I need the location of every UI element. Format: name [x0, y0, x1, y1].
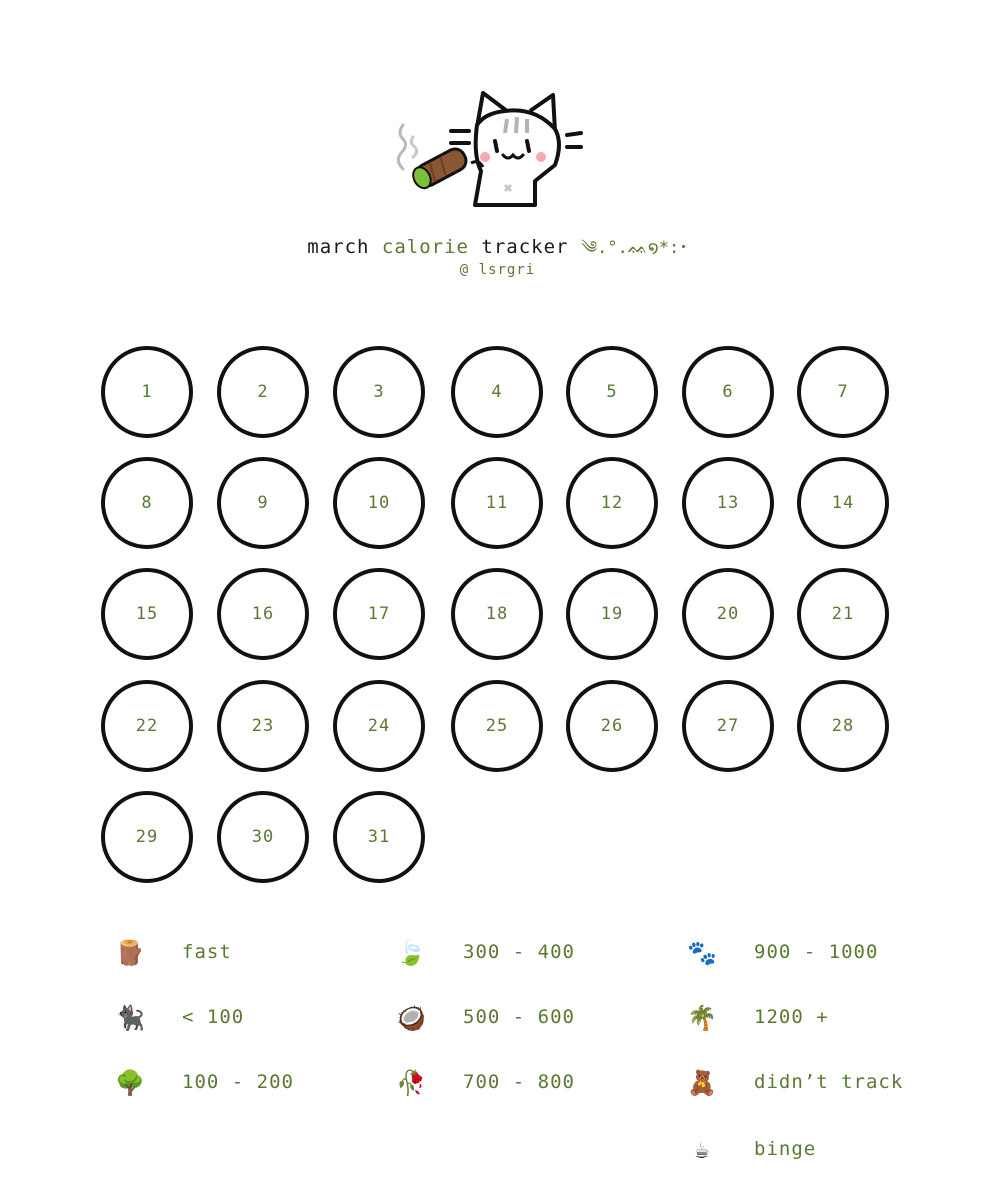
legend-label: 100 - 200 — [182, 1071, 294, 1093]
legend-item — [684, 1063, 904, 1103]
day-circle: 20 — [682, 568, 774, 660]
day-circle: 3 — [333, 346, 425, 438]
legend-label: fast — [182, 941, 232, 963]
teddy-bear-icon: 🧸 — [687, 1069, 717, 1097]
day-circle: 30 — [217, 791, 309, 883]
legend-label: binge — [754, 1138, 817, 1160]
day-circle: 4 — [451, 346, 543, 438]
day-circle: 10 — [333, 457, 425, 549]
title-text-end: tracker — [468, 236, 581, 258]
day-circle: 14 — [797, 457, 889, 549]
black-cat-icon: 🐈‍⬛ — [115, 1004, 145, 1032]
day-circle: 23 — [217, 680, 309, 772]
legend-item — [684, 998, 829, 1038]
day-circle: 5 — [566, 346, 658, 438]
day-circle: 15 — [101, 568, 193, 660]
legend-label: didn’t track — [754, 1071, 904, 1093]
day-circle: 8 — [101, 457, 193, 549]
palm-tree-icon: 🌴 — [687, 1004, 717, 1032]
legend-item — [112, 998, 245, 1038]
legend-label: 500 - 600 — [463, 1006, 575, 1028]
day-circle: 27 — [682, 680, 774, 772]
day-circle: 2 — [217, 346, 309, 438]
day-circle: 9 — [217, 457, 309, 549]
day-circle: 24 — [333, 680, 425, 772]
legend-item — [684, 1130, 817, 1170]
title-text-start: march — [307, 236, 382, 258]
paw-prints-icon: 🐾 — [687, 939, 717, 967]
day-circle: 25 — [451, 680, 543, 772]
day-circle: 17 — [333, 568, 425, 660]
legend-label: 1200 + — [754, 1006, 829, 1028]
coffee-icon: ☕ — [694, 1136, 710, 1164]
tree-icon: 🌳 — [115, 1069, 145, 1097]
day-circle: 12 — [566, 457, 658, 549]
day-circle: 7 — [797, 346, 889, 438]
wilted-rose-icon: 🥀 — [396, 1069, 426, 1097]
day-circle: 28 — [797, 680, 889, 772]
legend-item — [393, 998, 575, 1038]
day-circle: 29 — [101, 791, 193, 883]
coconut-icon: 🥥 — [396, 1004, 426, 1032]
day-circle: 1 — [101, 346, 193, 438]
legend-label: 900 - 1000 — [754, 941, 879, 963]
legend-item — [112, 1063, 294, 1103]
legend-label: 700 - 800 — [463, 1071, 575, 1093]
wood-log-icon: 🪵 — [115, 939, 145, 967]
day-circle: 26 — [566, 680, 658, 772]
day-circle: 22 — [101, 680, 193, 772]
legend-item — [684, 933, 879, 973]
day-circle: 11 — [451, 457, 543, 549]
author-handle: @ lsrgri — [459, 262, 536, 278]
day-circle: 18 — [451, 568, 543, 660]
title-accent-word: calorie — [381, 236, 469, 258]
day-circle: 21 — [797, 568, 889, 660]
leaves-icon: 🍃 — [396, 939, 426, 967]
legend-item — [112, 933, 232, 973]
legend-item — [393, 933, 575, 973]
day-circle: 31 — [333, 791, 425, 883]
legend-item — [393, 1063, 575, 1103]
day-circle: 19 — [566, 568, 658, 660]
title-decoration: ༄.°.ᨐ໑*:･ — [580, 238, 688, 258]
day-circle: 16 — [217, 568, 309, 660]
day-circle: 13 — [682, 457, 774, 549]
legend-label: < 100 — [182, 1006, 245, 1028]
day-circle: 6 — [682, 346, 774, 438]
legend-label: 300 - 400 — [463, 941, 575, 963]
